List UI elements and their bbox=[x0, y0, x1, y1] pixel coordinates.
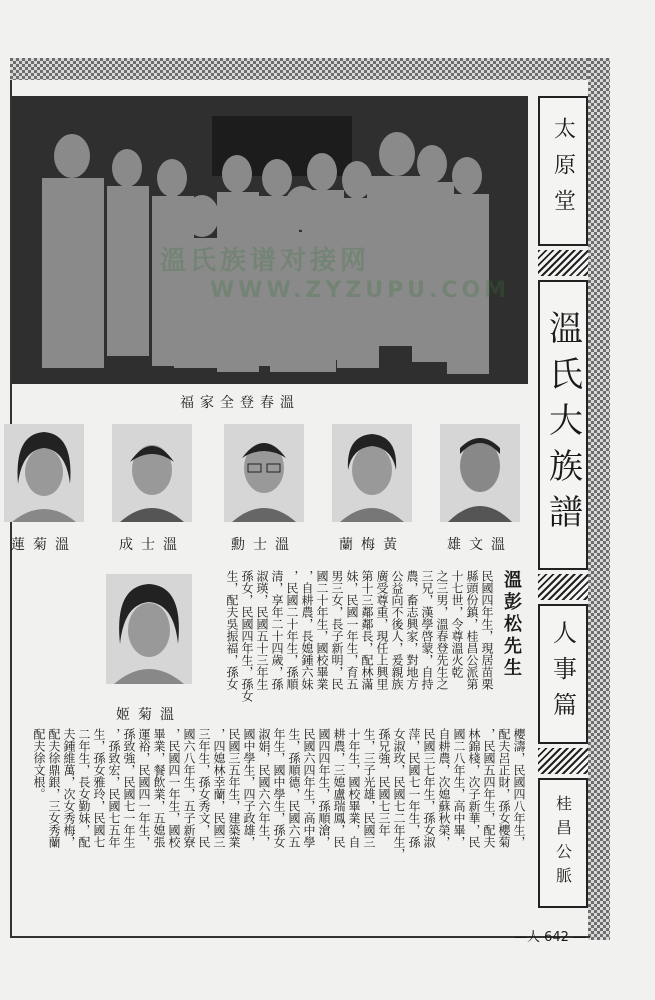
banner-section bbox=[538, 604, 588, 744]
article-column: 農，畜志興家，對地方 bbox=[405, 570, 419, 690]
article-title: 溫彭松先生 bbox=[501, 570, 522, 680]
article-column: 耕農，三媳盧瑞鳳，民 bbox=[332, 728, 346, 848]
article-column: ，四媳林幸蘭，民國三 bbox=[212, 728, 226, 848]
article-column: 配夫呂正財，孫女櫻菊 bbox=[497, 728, 511, 848]
article-column: 國二八年生，高中畢， bbox=[452, 728, 466, 848]
article-column: 生，孫順德，民國六五 bbox=[287, 728, 301, 848]
article-column: 國四四年生，孫順滄， bbox=[317, 728, 331, 848]
portrait-name-wen-ju-lian: 溫菊蓮 bbox=[11, 537, 77, 553]
portrait-name-huang-mei-lan: 黃梅蘭 bbox=[339, 537, 405, 553]
article-column: 夫鍾維萬，次女秀梅， bbox=[62, 728, 76, 848]
section-text: 人事篇 bbox=[548, 620, 577, 728]
article-column: 民國三七年生，孫女淑 bbox=[422, 728, 436, 848]
portrait-wen-ju-lian bbox=[4, 424, 84, 522]
watermark-url: WWW.ZYZUPU.COM bbox=[210, 278, 511, 303]
article-column: 民國六四年生，高中學 bbox=[302, 728, 316, 848]
article-column: 國二十年生，國校畢業 bbox=[315, 570, 329, 690]
article-column: 生，三子光雄，民國三 bbox=[362, 728, 376, 848]
article-column: 孫兄強，民國七三年 bbox=[377, 728, 391, 836]
article-column: 林錦棧，次子新華，民 bbox=[467, 728, 481, 848]
article-column: 畢業，餐飲業，五媳張 bbox=[152, 728, 166, 848]
group-photo-caption: 溫春登全家福 bbox=[180, 395, 300, 411]
portrait-name-wen-ju-ji: 溫菊姬 bbox=[116, 707, 182, 723]
article-column: 十七世，令尊溫火乾 bbox=[450, 570, 464, 678]
article-column: 孫致強，民國七一年生 bbox=[122, 728, 136, 848]
article-column: ，民國二十年生，孫順 bbox=[285, 570, 299, 690]
article-column: 清，享年二十四歲，孫 bbox=[270, 570, 284, 690]
branch-text: 桂昌公脈 bbox=[553, 795, 573, 891]
article-column: 生，配夫吳振福，孫女 bbox=[225, 570, 239, 690]
portrait-name-wen-shi-cheng: 溫士成 bbox=[119, 537, 185, 553]
article-column: ，民國四一年生，國校 bbox=[167, 728, 181, 848]
banner-branch bbox=[538, 778, 588, 908]
article-column: 生，孫女雅玲，民國七 bbox=[92, 728, 106, 848]
article-column: 妹，民國一年生，育五 bbox=[345, 570, 359, 690]
article-column: 國中學生，四子政雄， bbox=[242, 728, 256, 848]
article-column: 民國四年生，現居苗栗 bbox=[480, 570, 494, 690]
portrait-wen-wen-xiong bbox=[440, 424, 520, 522]
banner-divider bbox=[538, 250, 588, 276]
banner-hall-name bbox=[538, 96, 588, 246]
article-column: 配夫徐文根。 bbox=[32, 728, 46, 800]
article-column: 年生，國中學生，孫女 bbox=[272, 728, 286, 848]
portrait-wen-shi-cheng bbox=[112, 424, 192, 522]
article-column: 民國三五年生，建築業 bbox=[227, 728, 241, 848]
portrait-wen-shi-xun bbox=[224, 424, 304, 522]
banner-divider bbox=[538, 574, 588, 600]
article-column: 國六八年生，五子新寮 bbox=[182, 728, 196, 848]
article-column: 三年生，孫女秀文，民 bbox=[197, 728, 211, 848]
article-column: 配夫徐鼎銀，三女秀蘭 bbox=[47, 728, 61, 848]
article-column: ，自耕農，長媳鍾六妹 bbox=[300, 570, 314, 690]
article-column: 公益向不後人，爰親族 bbox=[390, 570, 404, 690]
article-column: 三兄，漢學啓蒙，自持 bbox=[420, 570, 434, 690]
article-column: 運裕，民國四一年生， bbox=[137, 728, 151, 848]
portrait-name-wen-shi-xun: 溫士勳 bbox=[231, 537, 297, 553]
page-number: —人 642 — bbox=[514, 930, 587, 945]
article-column: ，民國五四年生，配夫 bbox=[482, 728, 496, 848]
article-column: 淑娟，民國六六年生， bbox=[257, 728, 271, 848]
article-column: 廣受尊重，現任上興里 bbox=[375, 570, 389, 690]
decorative-border-right bbox=[588, 58, 610, 940]
article-column: 十年生，國校畢業，自 bbox=[347, 728, 361, 848]
banner-divider bbox=[538, 748, 588, 774]
hall-name-text: 太原堂 bbox=[550, 117, 576, 225]
article-column: 自耕農，次媳蘇秋榮， bbox=[437, 728, 451, 848]
book-title-text: 溫氏大族譜 bbox=[542, 310, 583, 540]
article-column: ，孫致宏，民國七五年 bbox=[107, 728, 121, 848]
article-column: 之三男，溫春登先生之 bbox=[435, 570, 449, 690]
article-column: 第十三鄰鄰長，配林滿 bbox=[360, 570, 374, 690]
portrait-name-wen-wen-xiong: 溫文雄 bbox=[447, 537, 513, 553]
watermark-text: 溫氏族谱对接网 bbox=[160, 246, 371, 276]
article-column: 萍，民國七一年生，孫 bbox=[407, 728, 421, 848]
article-column: 櫻濤，民國四八年生， bbox=[512, 728, 526, 848]
portrait-huang-mei-lan bbox=[332, 424, 412, 522]
decorative-border-top bbox=[10, 58, 610, 80]
article-column: 孫女，民國四年生，孫女 bbox=[240, 570, 254, 702]
banner-book-title bbox=[538, 280, 588, 570]
article-column: 二年生，長女勤妹，配 bbox=[77, 728, 91, 848]
article-column: 淑瑛，民國五十三年生 bbox=[255, 570, 269, 690]
portrait-wen-ju-ji bbox=[106, 574, 192, 684]
article-column: 男三女，長子新明，民 bbox=[330, 570, 344, 690]
article-column: 縣頭份鎮，桂昌公派第 bbox=[465, 570, 479, 690]
article-column: 女淑玫，民國七二年生， bbox=[392, 728, 406, 860]
